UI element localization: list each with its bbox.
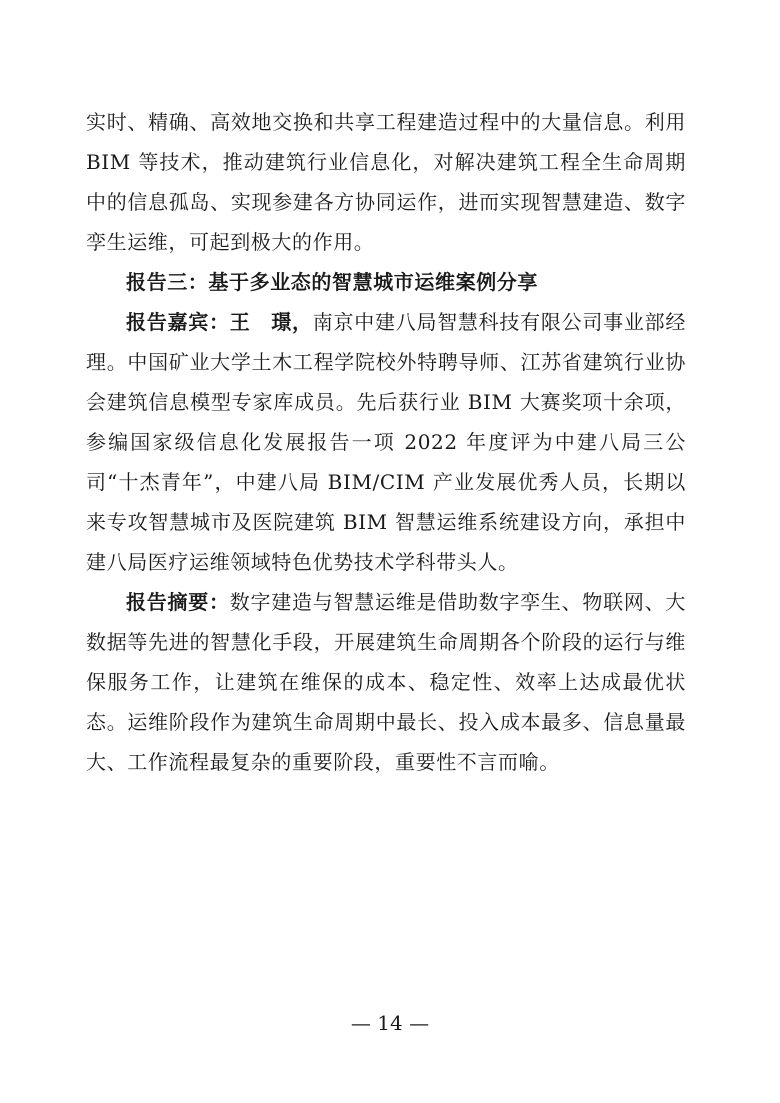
abstract-label: 报告摘要： [126, 590, 230, 614]
document-body [86, 102, 686, 782]
guest-label: 报告嘉宾：王 璟， [126, 310, 313, 334]
guest-description: 南京中建八局智慧科技有限公司事业部经理。中国矿业大学土木工程学院校外特聘导师、江苏省建筑行业协会建筑信息模型专家库成员。先后获行业 BIM 大赛奖项十余项，参编国家级信息化发展报告一项 2022 年度评为中建八局三公司“十杰青年”，中建八局 BIM/CIM 产业发展优秀人员，长期以来专攻智慧城市及医院建筑 BIM 智慧运维系统建设方向，承担中建八局医疗运维领域特色优势技术学科带头人。 [86, 310, 686, 574]
paragraph-guest [86, 302, 686, 582]
page-number: — 14 — [350, 1011, 430, 1035]
report-three-heading: 报告三：基于多业态的智慧城市运维案例分享 [126, 270, 538, 294]
abstract-text: 数字建造与智慧运维是借助数字孪生、物联网、大数据等先进的智慧化手段，开展建筑生命周期各个阶段的运行与维保服务工作，让建筑在维保的成本、稳定性、效率上达成最优状态。运维阶段作为建筑生命周期中最长、投入成本最多、信息量最大、工作流程最复杂的重要阶段，重要性不言而喻。 [86, 590, 687, 774]
paragraph-abstract [86, 582, 686, 782]
paragraph-intro-continuation: 实时、精确、高效地交换和共享工程建造过程中的大量信息。利用 BIM 等技术，推动建筑行业信息化，对解决建筑工程全生命周期中的信息孤岛、实现参建各方协同运作，进而实现智慧建造、数字孪生运维，可起到极大的作用。 [86, 110, 686, 254]
